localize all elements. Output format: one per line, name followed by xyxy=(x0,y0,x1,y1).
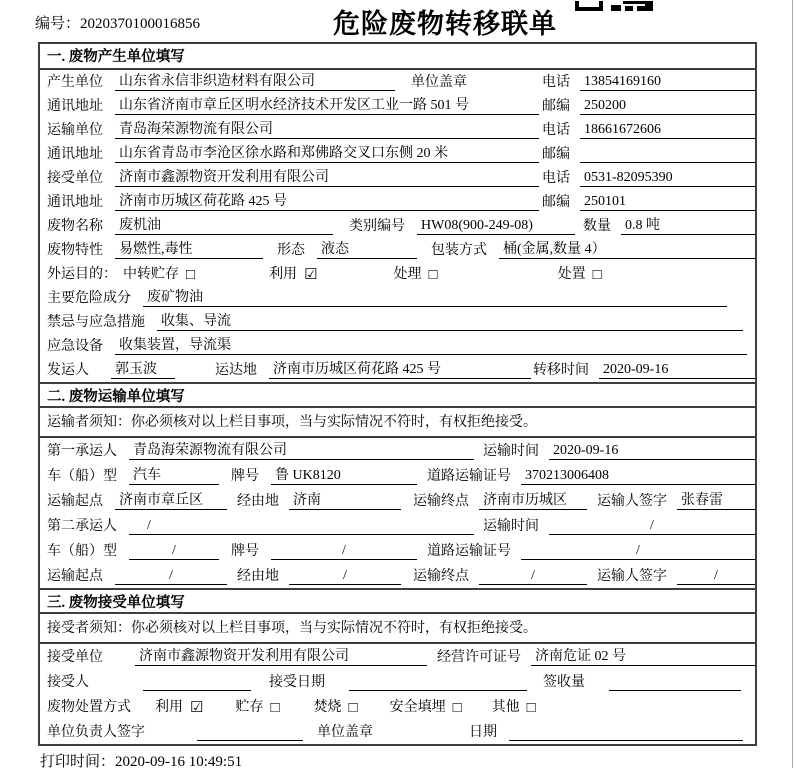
option-label: 处置 xyxy=(557,267,586,282)
print-time-label: 打印时间： xyxy=(40,754,116,770)
producer-zip-group xyxy=(542,95,755,115)
document-number-label: 编号： xyxy=(35,16,81,32)
transfer-time-label: 转移时间 xyxy=(533,363,589,378)
vehicle-type-label: 车（船）型 xyxy=(47,469,117,484)
waste-name-value: 废机油 xyxy=(115,214,333,235)
transfer-time-value: 2020-09-16 xyxy=(599,362,755,379)
vehicle-type-value: 汽车 xyxy=(129,464,219,485)
section3-header: 三. 废物接受单位填写 xyxy=(40,588,755,614)
plate-label: 牌号 xyxy=(231,469,259,484)
transport-zip-value xyxy=(580,148,755,163)
carrier-sign-label: 运输人签字 xyxy=(597,494,667,509)
road-license-label: 道路运输证号 xyxy=(427,544,511,559)
row-emergency-equipment xyxy=(40,334,755,358)
row-acceptor xyxy=(40,669,755,694)
checkbox-checked-icon: ☑ xyxy=(304,267,318,283)
vehicle-type-value-2: / xyxy=(129,543,219,560)
second-carrier-value: / xyxy=(129,518,474,535)
section2-header: 二. 废物运输单位填写 xyxy=(40,382,755,408)
accept-unit-value: 济南市鑫源物资开发利用有限公司 xyxy=(135,645,427,666)
section3-note: 接受者须知：你必须核对以上栏目事项，当与实际情况不符时，有权拒绝接受。 xyxy=(40,614,755,644)
address-label: 通讯地址 xyxy=(47,99,103,114)
producer-address-value: 山东省济南市章丘区明水经济技术开发区工业一路 501 号 xyxy=(115,94,539,115)
checkbox-unchecked-icon: □ xyxy=(428,267,438,283)
option-label: 其他 xyxy=(491,700,520,715)
option-label: 利用 xyxy=(269,267,298,282)
transfer-purpose-label: 外运目的： xyxy=(47,267,117,282)
hazard-components-value: 废矿物油 xyxy=(143,286,727,307)
row-producer-address xyxy=(40,94,755,118)
phone-label: 电话 xyxy=(542,75,570,90)
route-end-value-2: / xyxy=(479,568,587,585)
option-label: 利用 xyxy=(155,700,183,715)
phone-label: 电话 xyxy=(542,123,570,138)
transport-time-group-2 xyxy=(483,515,755,535)
row-vehicle-2 xyxy=(40,538,755,563)
option-label: 中转贮存 xyxy=(123,267,179,282)
option-label: 焚烧 xyxy=(313,700,342,715)
document-number-value: 2020370100016856 xyxy=(80,16,201,32)
producer-phone-value: 13854169160 xyxy=(580,74,755,91)
dispatcher-label: 发运人 xyxy=(47,363,89,378)
row-producer-unit xyxy=(40,70,755,94)
accept-date-value xyxy=(349,676,527,691)
row-dispatcher xyxy=(40,358,755,382)
row-emergency-measures xyxy=(40,310,755,334)
plate-value: 鲁 UK8120 xyxy=(271,464,417,485)
receiver-zip-group xyxy=(542,191,755,211)
transport-time-label: 运输时间 xyxy=(483,444,539,459)
waste-qty-group xyxy=(583,214,755,235)
sign-date-label: 日期 xyxy=(469,725,497,740)
transport-phone-group xyxy=(542,119,755,139)
disposal-option-store xyxy=(235,696,279,716)
first-carrier-label: 第一承运人 xyxy=(47,444,117,459)
route-start-value-2: / xyxy=(115,568,227,585)
route-start-label: 运输起点 xyxy=(47,494,103,509)
sign-date-value xyxy=(509,726,743,741)
transport-time-group xyxy=(483,440,755,460)
waste-traits-label: 废物特性 xyxy=(47,243,103,258)
carrier-sign-value: 张春雷 xyxy=(677,489,755,510)
emergency-equipment-value: 收集装置，导流渠 xyxy=(115,334,747,355)
vehicle-type-label: 车（船）型 xyxy=(47,544,117,559)
purpose-option-dispose xyxy=(558,263,602,283)
row-receiver-address xyxy=(40,190,755,214)
transport-unit-label: 运输单位 xyxy=(47,123,103,138)
receiver-unit-label: 接受单位 xyxy=(47,171,103,186)
option-label: 贮存 xyxy=(235,700,264,715)
row-responsible-signature xyxy=(40,719,755,744)
route-via-label: 经由地 xyxy=(237,494,279,509)
purpose-option-utilize xyxy=(269,263,317,283)
section1-header: 一. 废物产生单位填写 xyxy=(40,44,755,70)
option-label: 安全填埋 xyxy=(389,700,446,715)
page-title: 危险废物转移联单 xyxy=(333,9,557,39)
received-qty-value xyxy=(609,676,741,691)
transport-address-value: 山东省青岛市李沧区徐水路和郑佛路交叉口东侧 20 米 xyxy=(115,142,539,163)
waste-traits-value: 易燃性,毒性 xyxy=(115,238,263,259)
carrier-sign-label: 运输人签字 xyxy=(597,569,667,584)
producer-zip-value: 250200 xyxy=(580,98,755,115)
hazard-components-label: 主要危险成分 xyxy=(47,291,131,306)
plate-value-2: / xyxy=(271,543,417,560)
row-transfer-purpose xyxy=(40,262,755,286)
dispatcher-value: 郭玉波 xyxy=(111,358,175,379)
producer-unit-value: 山东省永信非织造材料有限公司 xyxy=(115,70,395,91)
row-accept-unit xyxy=(40,644,755,669)
row-transport-unit xyxy=(40,118,755,142)
carrier-sign-value-2: / xyxy=(677,568,755,585)
receiver-phone-group xyxy=(542,167,755,187)
disposal-option-utilize xyxy=(155,696,203,716)
row-first-carrier xyxy=(40,438,755,463)
transport-time-value-2: / xyxy=(549,518,755,535)
category-code-value: HW08(900-249-08) xyxy=(417,218,575,235)
row-transport-address xyxy=(40,142,755,166)
route-end-value: 济南市历城区 xyxy=(479,489,587,510)
route-via-value: 济南 xyxy=(289,489,401,510)
zip-label: 邮编 xyxy=(542,147,570,162)
zip-label: 邮编 xyxy=(542,195,570,210)
phone-label: 电话 xyxy=(542,171,570,186)
section2-note: 运输者须知：你必须核对以上栏目事项，当与实际情况不符时，有权拒绝接受。 xyxy=(40,408,755,438)
transport-time-label: 运输时间 xyxy=(483,519,539,534)
transport-phone-value: 18661672606 xyxy=(580,122,755,139)
quantity-label: 数量 xyxy=(583,219,611,234)
waste-name-label: 废物名称 xyxy=(47,219,103,234)
row-second-carrier xyxy=(40,513,755,538)
row-hazard-components xyxy=(40,286,755,310)
packing-label: 包装方式 xyxy=(431,243,487,258)
producer-unit-label: 产生单位 xyxy=(47,75,103,90)
transport-time-value: 2020-09-16 xyxy=(549,443,755,460)
address-label: 通讯地址 xyxy=(47,147,103,162)
transfer-time-group xyxy=(533,359,755,379)
first-carrier-value: 青岛海荣源物流有限公司 xyxy=(129,439,474,460)
checkbox-unchecked-icon: □ xyxy=(348,700,358,716)
packing-value: 桶(金属,数量 4） xyxy=(499,238,755,259)
transport-zip-group xyxy=(542,143,755,163)
responsible-sign-label: 单位负责人签字 xyxy=(47,725,145,740)
row-waste-name xyxy=(40,214,755,238)
plate-label: 牌号 xyxy=(231,544,259,559)
acceptor-label: 接受人 xyxy=(47,675,89,690)
checkbox-unchecked-icon: □ xyxy=(592,267,602,283)
receiver-zip-value: 250101 xyxy=(580,194,755,211)
purpose-option-treat xyxy=(394,263,438,283)
option-label: 处理 xyxy=(393,267,422,282)
route-via-value-2: / xyxy=(289,568,401,585)
emergency-equipment-label: 应急设备 xyxy=(47,339,103,354)
unit-stamp-label: 单位盖章 xyxy=(317,725,373,740)
road-license-value-2: / xyxy=(521,543,755,560)
disposal-method-label: 废物处置方式 xyxy=(47,700,131,715)
operating-license-value: 济南危证 02 号 xyxy=(531,645,755,666)
disposal-option-other xyxy=(492,696,536,716)
accept-unit-label: 接受单位 xyxy=(47,650,103,665)
row-route-1 xyxy=(40,488,755,513)
zip-label: 邮编 xyxy=(542,99,570,114)
document-number xyxy=(35,12,200,33)
operating-license-label: 经营许可证号 xyxy=(437,650,521,665)
destination-label: 运达地 xyxy=(215,363,257,378)
route-start-label: 运输起点 xyxy=(47,569,103,584)
transport-unit-value: 青岛海荣源物流有限公司 xyxy=(115,118,539,139)
receiver-phone-value: 0531-82095390 xyxy=(580,170,755,187)
category-code-label: 类别编号 xyxy=(349,219,405,234)
print-time-value: 2020-09-16 10:49:51 xyxy=(115,754,243,770)
qr-code-fragment-icon xyxy=(575,0,653,16)
disposal-option-landfill xyxy=(390,696,462,716)
purpose-option-storage xyxy=(123,263,195,283)
checkbox-unchecked-icon: □ xyxy=(526,700,536,716)
destination-value: 济南市历城区荷花路 425 号 xyxy=(269,358,531,379)
row-receiver-unit xyxy=(40,166,755,190)
second-carrier-label: 第二承运人 xyxy=(47,519,117,534)
receiver-unit-value: 济南市鑫源物资开发利用有限公司 xyxy=(115,166,539,187)
form-state-value: 液态 xyxy=(317,238,417,259)
quantity-value: 0.8 吨 xyxy=(621,214,755,235)
address-label: 通讯地址 xyxy=(47,195,103,210)
row-vehicle-1 xyxy=(40,463,755,488)
checkbox-unchecked-icon: □ xyxy=(270,700,280,716)
row-route-2 xyxy=(40,563,755,588)
road-license-label: 道路运输证号 xyxy=(427,469,511,484)
disposal-option-incinerate xyxy=(314,696,358,716)
receiver-address-value: 济南市历城区荷花路 425 号 xyxy=(115,190,539,211)
checkbox-checked-icon: ☑ xyxy=(190,700,204,716)
received-qty-label: 签收量 xyxy=(543,675,585,690)
row-disposal-method xyxy=(40,694,755,719)
producer-phone-group xyxy=(542,71,755,91)
accept-date-label: 接受日期 xyxy=(269,675,325,690)
checkbox-unchecked-icon: □ xyxy=(452,700,462,716)
responsible-sign-value xyxy=(197,726,303,741)
emergency-measures-value: 收集、导流 xyxy=(157,310,743,331)
form-state-label: 形态 xyxy=(277,243,305,258)
route-start-value: 济南市章丘区 xyxy=(115,489,227,510)
row-waste-traits xyxy=(40,238,755,262)
emergency-measures-label: 禁忌与应急措施 xyxy=(47,315,145,330)
unit-stamp-label: 单位盖章 xyxy=(411,75,467,90)
route-via-label: 经由地 xyxy=(237,569,279,584)
checkbox-unchecked-icon: □ xyxy=(186,267,196,283)
route-end-label: 运输终点 xyxy=(413,494,469,509)
route-end-label: 运输终点 xyxy=(413,569,469,584)
acceptor-value xyxy=(143,676,251,691)
page-edge-divider xyxy=(792,0,793,768)
road-license-value: 370213006408 xyxy=(521,468,755,485)
manifest-form-table xyxy=(38,42,757,746)
